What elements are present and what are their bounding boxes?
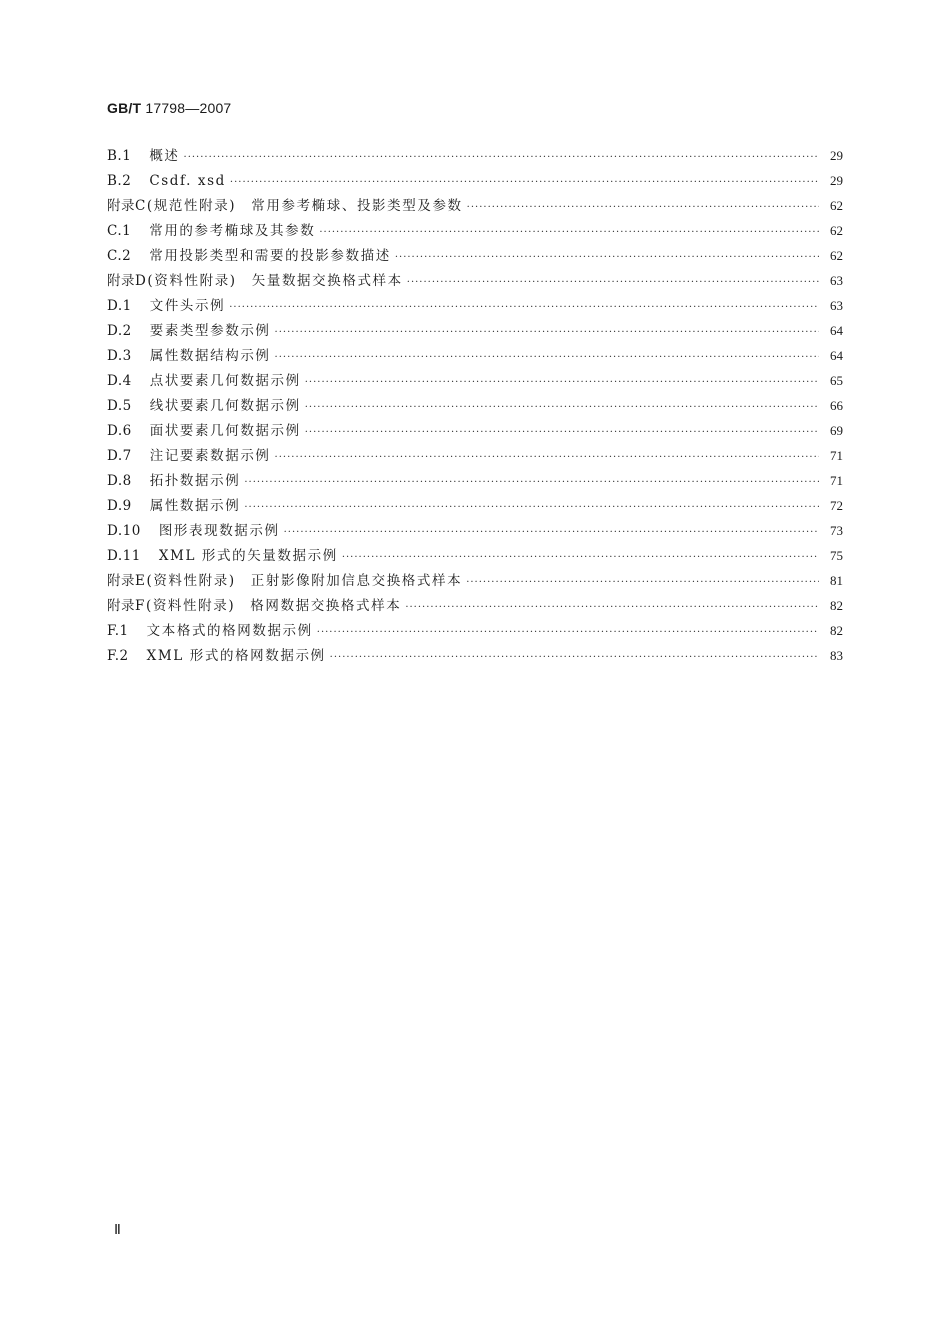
toc-entry[interactable] bbox=[107, 418, 843, 443]
toc-entry[interactable] bbox=[107, 293, 843, 318]
toc-entry-page: 69 bbox=[830, 423, 843, 438]
toc-leader-dots bbox=[275, 345, 819, 370]
toc-leader-dots bbox=[275, 320, 819, 345]
toc-leader-dots bbox=[342, 545, 819, 570]
toc-entry-number: C.1 bbox=[107, 223, 132, 239]
toc-entry[interactable] bbox=[107, 243, 843, 268]
toc-entry-page: 81 bbox=[830, 573, 843, 588]
toc-entry-title: XML 形式的格网数据示例 bbox=[146, 648, 326, 664]
toc-entry-number: D.2 bbox=[107, 323, 132, 339]
toc-entry[interactable] bbox=[107, 193, 843, 218]
toc-leader-dots bbox=[405, 595, 819, 620]
toc-leader-dots bbox=[467, 195, 819, 220]
toc-entry-title: 文本格式的格网数据示例 bbox=[146, 623, 313, 639]
toc-entry-number: D.3 bbox=[107, 348, 132, 364]
toc-entry-title: 常用的参考椭球及其参数 bbox=[149, 223, 316, 239]
toc-entry-title: XML 形式的矢量数据示例 bbox=[158, 548, 338, 564]
toc-entry-number: 附录 bbox=[107, 598, 135, 614]
toc-entry-page: 29 bbox=[830, 148, 843, 163]
toc-entry-number: 附录 bbox=[107, 198, 135, 214]
toc-leader-dots bbox=[466, 570, 819, 595]
toc-entry[interactable] bbox=[107, 393, 843, 418]
standard-number: 17798—2007 bbox=[145, 100, 232, 116]
toc-entry-title: 注记要素数据示例 bbox=[149, 448, 271, 464]
toc-entry-title: 要素类型参数示例 bbox=[149, 323, 271, 339]
toc-entry-number: D.9 bbox=[107, 498, 132, 514]
toc-entry-number: F.1 bbox=[107, 623, 129, 639]
toc-entry[interactable] bbox=[107, 218, 843, 243]
toc-entry[interactable] bbox=[107, 343, 843, 368]
toc-entry-page: 73 bbox=[830, 523, 843, 538]
toc-leader-dots bbox=[230, 170, 819, 195]
toc-leader-dots bbox=[407, 270, 819, 295]
toc-entry-number: D.8 bbox=[107, 473, 132, 489]
toc-entry-number: F.2 bbox=[107, 648, 129, 664]
toc-entry-page: 62 bbox=[830, 248, 843, 263]
toc-leader-dots bbox=[395, 245, 819, 270]
toc-leader-dots bbox=[184, 145, 819, 170]
toc-entry[interactable] bbox=[107, 443, 843, 468]
toc-entry-number: 附录 bbox=[107, 273, 135, 289]
standard-code: GB/T bbox=[107, 100, 142, 116]
toc-entry-title: 属性数据结构示例 bbox=[149, 348, 271, 364]
toc-leader-dots bbox=[305, 370, 819, 395]
toc-leader-dots bbox=[244, 495, 819, 520]
table-of-contents bbox=[107, 143, 843, 668]
toc-leader-dots bbox=[284, 520, 819, 545]
toc-entry-title: 图形表现数据示例 bbox=[158, 523, 280, 539]
toc-entry-title: Csdf. xsd bbox=[149, 173, 226, 189]
toc-entry[interactable] bbox=[107, 268, 843, 293]
toc-entry[interactable] bbox=[107, 518, 843, 543]
toc-entry[interactable] bbox=[107, 318, 843, 343]
toc-entry-page: 62 bbox=[830, 198, 843, 213]
toc-entry-number: D.5 bbox=[107, 398, 132, 414]
toc-entry-page: 63 bbox=[830, 298, 843, 313]
toc-entry[interactable] bbox=[107, 568, 843, 593]
document-header bbox=[107, 100, 231, 116]
toc-entry[interactable] bbox=[107, 543, 843, 568]
toc-entry[interactable] bbox=[107, 168, 843, 193]
toc-entry-number: D.10 bbox=[107, 523, 141, 539]
toc-entry-page: 62 bbox=[830, 223, 843, 238]
toc-entry-title: 面状要素几何数据示例 bbox=[149, 423, 301, 439]
toc-entry-page: 65 bbox=[830, 373, 843, 388]
toc-entry-number: B.2 bbox=[107, 173, 132, 189]
toc-leader-dots bbox=[275, 445, 819, 470]
toc-entry[interactable] bbox=[107, 143, 843, 168]
toc-entry-page: 82 bbox=[830, 623, 843, 638]
toc-entry[interactable] bbox=[107, 493, 843, 518]
toc-entry[interactable] bbox=[107, 468, 843, 493]
toc-leader-dots bbox=[229, 295, 819, 320]
toc-entry-title: 常用投影类型和需要的投影参数描述 bbox=[149, 248, 391, 264]
toc-entry-page: 83 bbox=[830, 648, 843, 663]
toc-entry-title: 点状要素几何数据示例 bbox=[149, 373, 301, 389]
toc-entry-number: C.2 bbox=[107, 248, 132, 264]
toc-entry-page: 29 bbox=[830, 173, 843, 188]
toc-entry-number: D.6 bbox=[107, 423, 132, 439]
toc-entry[interactable] bbox=[107, 593, 843, 618]
toc-entry-title: C(规范性附录) 常用参考椭球、投影类型及参数 bbox=[135, 198, 463, 214]
toc-entry-page: 66 bbox=[830, 398, 843, 413]
toc-entry-title: 属性数据示例 bbox=[149, 498, 241, 514]
toc-entry-title: 文件头示例 bbox=[149, 298, 226, 314]
toc-entry-title: E(资料性附录) 正射影像附加信息交换格式样本 bbox=[135, 573, 463, 589]
page-number: Ⅱ bbox=[114, 1223, 121, 1238]
toc-entry-title: F(资料性附录) 格网数据交换格式样本 bbox=[135, 598, 402, 614]
toc-entry-title: D(资料性附录) 矢量数据交换格式样本 bbox=[135, 273, 403, 289]
toc-entry-page: 82 bbox=[830, 598, 843, 613]
toc-leader-dots bbox=[305, 420, 819, 445]
toc-entry-number: D.4 bbox=[107, 373, 132, 389]
toc-entry-page: 64 bbox=[830, 348, 843, 363]
toc-entry-number: 附录 bbox=[107, 573, 135, 589]
toc-entry-number: D.1 bbox=[107, 298, 132, 314]
toc-entry[interactable] bbox=[107, 643, 843, 668]
toc-entry-title: 拓扑数据示例 bbox=[149, 473, 241, 489]
toc-entry-page: 71 bbox=[830, 473, 843, 488]
toc-leader-dots bbox=[319, 220, 819, 245]
toc-entry-page: 71 bbox=[830, 448, 843, 463]
toc-entry[interactable] bbox=[107, 368, 843, 393]
toc-entry-page: 75 bbox=[830, 548, 843, 563]
toc-entry-number: D.7 bbox=[107, 448, 132, 464]
toc-entry-page: 63 bbox=[830, 273, 843, 288]
toc-leader-dots bbox=[305, 395, 819, 420]
toc-entry-number: D.11 bbox=[107, 548, 141, 564]
toc-entry-number: B.1 bbox=[107, 148, 132, 164]
toc-leader-dots bbox=[317, 620, 819, 645]
toc-entry-page: 72 bbox=[830, 498, 843, 513]
toc-entry-page: 64 bbox=[830, 323, 843, 338]
toc-leader-dots bbox=[244, 470, 819, 495]
toc-entry-title: 线状要素几何数据示例 bbox=[149, 398, 301, 414]
toc-leader-dots bbox=[330, 645, 819, 670]
toc-entry[interactable] bbox=[107, 618, 843, 643]
toc-entry-title: 概述 bbox=[149, 148, 180, 164]
